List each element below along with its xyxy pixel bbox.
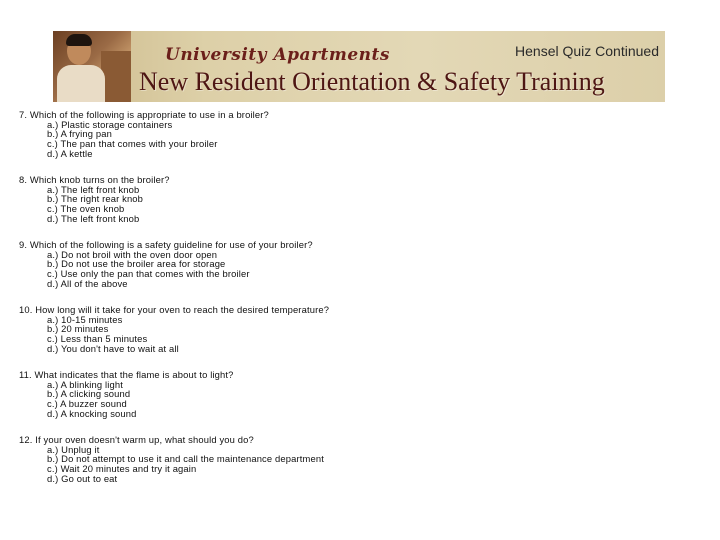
question-text: 12. If your oven doesn't warm up, what should you do? [19, 434, 254, 446]
answer-option: c.) Use only the pan that comes with the broiler [47, 268, 250, 280]
header-banner [53, 31, 665, 102]
question-text: 7. Which of the following is appropriate to use in a broiler? [19, 109, 269, 120]
answer-option: c.) The oven knob [47, 203, 125, 215]
answer-option: d.) You don't have to wait at all [47, 342, 179, 354]
answer-option: a.) A blinking light [47, 378, 123, 390]
question-text: 8. Which knob turns on the broiler? [19, 174, 170, 186]
question-10 [19, 305, 709, 354]
question-11 [19, 370, 709, 419]
resident-photo [53, 31, 131, 102]
answer-option: b.) A frying pan [47, 128, 112, 140]
photo-background [101, 51, 131, 102]
quiz-list [19, 110, 709, 500]
banner-title: New Resident Orientation & Safety Training [139, 67, 605, 96]
answer-option: b.) Do not use the broiler area for storage [47, 258, 226, 270]
answer-option: a.) Do not broil with the oven door open [47, 248, 218, 260]
answer-option: c.) The pan that comes with your broiler [47, 138, 218, 150]
answer-option: d.) The left front knob [47, 212, 140, 224]
answer-option: a.) 10-15 minutes [47, 313, 123, 325]
answer-option: d.) A kettle [47, 147, 93, 159]
question-8 [19, 175, 709, 224]
answer-option: a.) The left front knob [47, 183, 140, 195]
answer-option: c.) A buzzer sound [47, 398, 127, 410]
answer-option: a.) Unplug it [47, 443, 100, 455]
answer-option: c.) Less than 5 minutes [47, 333, 148, 345]
question-12 [19, 435, 709, 484]
question-text: 11. What indicates that the flame is about to light? [19, 369, 234, 381]
answer-option: b.) A clicking sound [47, 388, 131, 400]
answer-option: d.) All of the above [47, 277, 128, 289]
answer-option: d.) Go out to eat [47, 472, 118, 484]
page-caption: Hensel Quiz Continued [515, 43, 659, 59]
answer-option: a.) Plastic storage containers [47, 118, 173, 130]
answer-option: b.) The right rear knob [47, 193, 144, 205]
answer-option: c.) Wait 20 minutes and try it again [47, 463, 197, 475]
photo-person-body [57, 65, 105, 102]
question-7 [19, 110, 709, 159]
answer-option: b.) Do not attempt to use it and call the maintenance department [47, 453, 324, 465]
question-text: 10. How long will it take for your oven to reach the desired temperature? [19, 304, 330, 316]
question-text: 9. Which of the following is a safety guideline for use of your broiler? [19, 239, 313, 251]
banner-subtitle: University Apartments [165, 45, 390, 65]
answer-option: b.) 20 minutes [47, 323, 109, 335]
answer-option: d.) A knocking sound [47, 407, 137, 419]
photo-person-hair [66, 34, 92, 46]
question-9 [19, 240, 709, 289]
